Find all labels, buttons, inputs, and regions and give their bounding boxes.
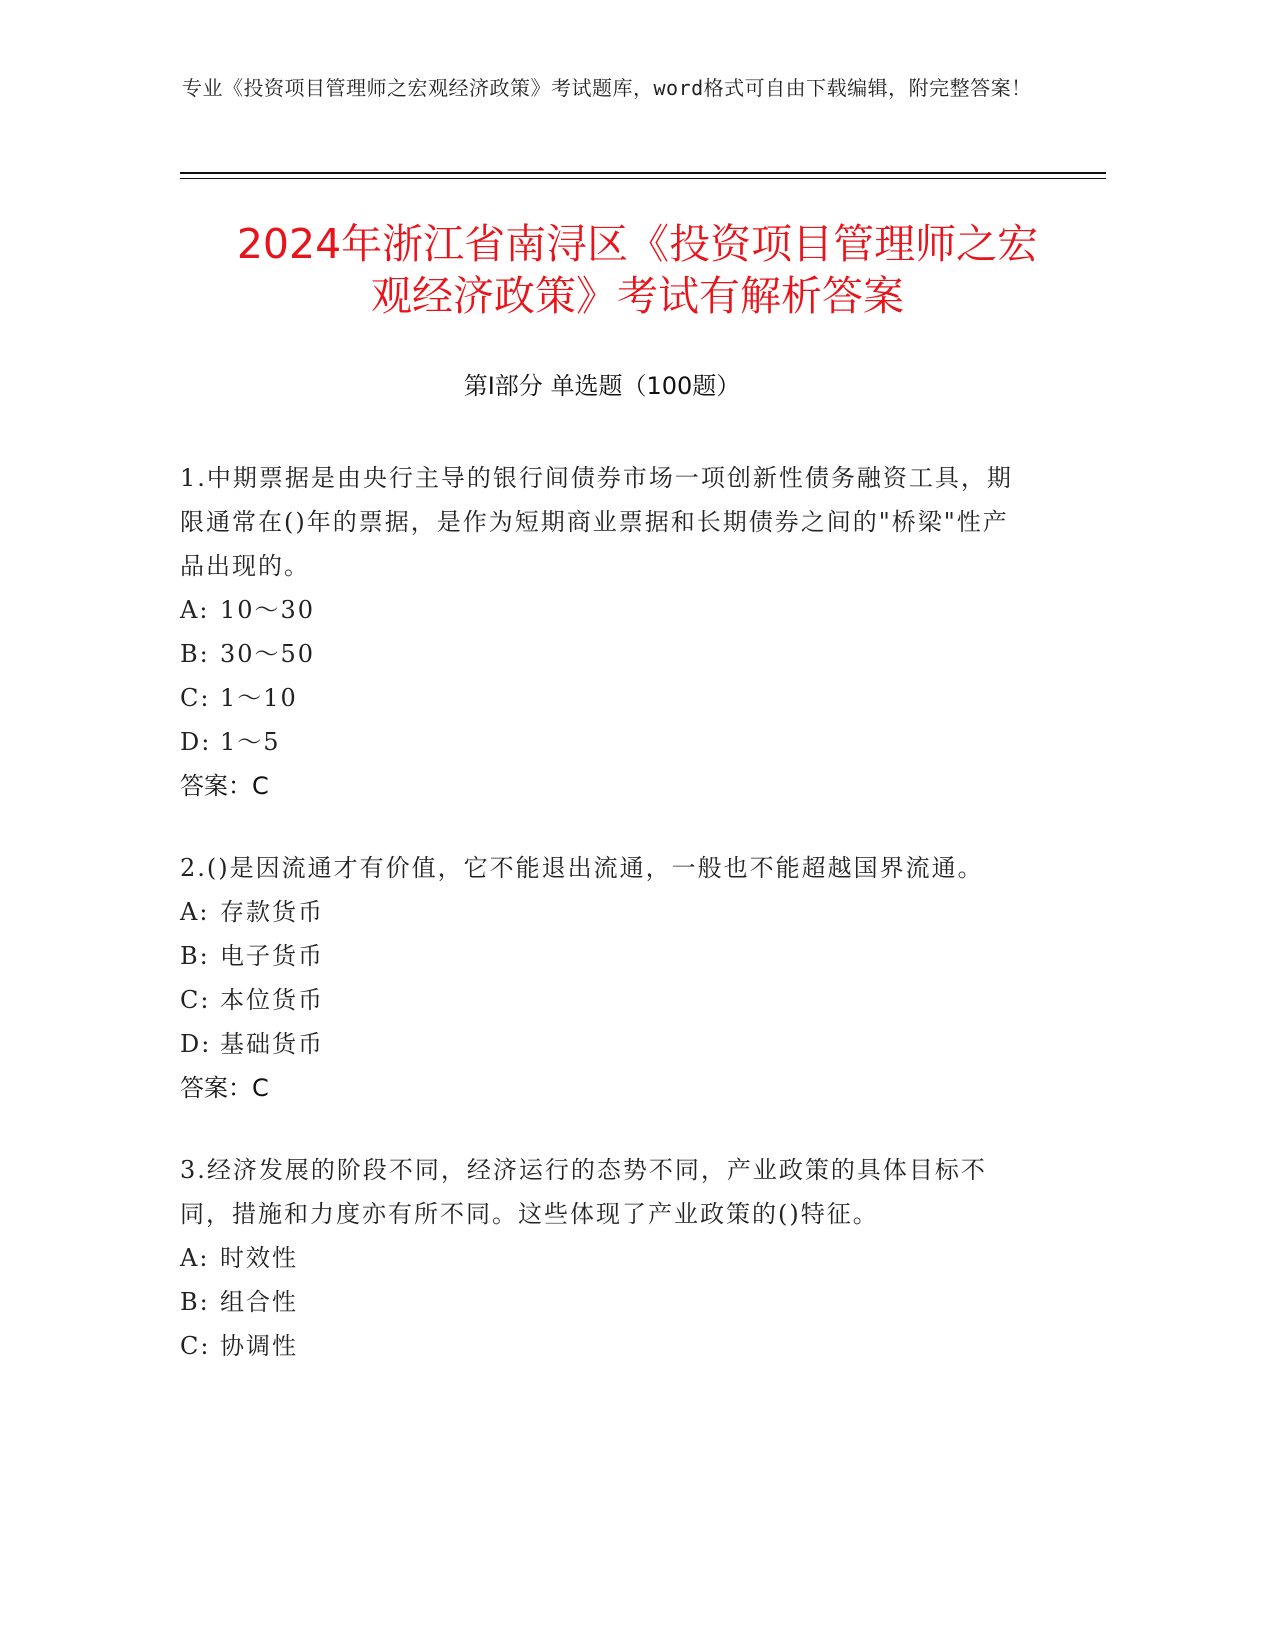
question-answer: 答案：C	[180, 1074, 269, 1102]
option-letter: B:	[180, 640, 210, 668]
header-divider-thin	[180, 178, 1106, 179]
question-item	[180, 846, 1030, 1110]
question-item	[180, 456, 1030, 808]
question-option	[180, 1280, 1030, 1324]
option-text: 电子货币	[220, 942, 324, 970]
option-text: 1～5	[220, 728, 281, 756]
option-letter: B:	[180, 942, 210, 970]
question-option	[180, 1236, 1030, 1280]
option-text: 组合性	[220, 1288, 298, 1316]
document-title-line2: 观经济政策》考试有解析答案	[371, 272, 904, 320]
option-text: 30～50	[220, 640, 316, 668]
option-letter: A:	[180, 898, 210, 926]
question-option	[180, 720, 1030, 764]
section-title: 第Ⅰ部分 单选题（100题）	[463, 372, 741, 400]
question-option	[180, 632, 1030, 676]
option-text: 本位货币	[220, 986, 324, 1014]
option-letter: D:	[180, 1030, 212, 1058]
header-divider-thick	[180, 172, 1106, 174]
question-list	[180, 456, 1030, 1406]
question-option	[180, 588, 1030, 632]
question-option	[180, 890, 1030, 934]
option-letter: C:	[180, 986, 211, 1014]
option-letter: D:	[180, 728, 212, 756]
option-letter: A:	[180, 1244, 210, 1272]
option-letter: A:	[180, 596, 210, 624]
question-item	[180, 1148, 1030, 1368]
document-title	[150, 218, 1125, 322]
option-letter: C:	[180, 684, 211, 712]
question-stem: 3.经济发展的阶段不同，经济运行的态势不同，产业政策的具体目标不同，措施和力度亦有所不同。这些体现了产业政策的()特征。	[180, 1156, 987, 1228]
question-answer: 答案：C	[180, 772, 269, 800]
option-text: 1～10	[220, 684, 298, 712]
question-option	[180, 676, 1030, 720]
option-text: 10～30	[220, 596, 316, 624]
question-option	[180, 1324, 1030, 1368]
option-letter: B:	[180, 1288, 210, 1316]
question-option	[180, 978, 1030, 1022]
question-option	[180, 934, 1030, 978]
header-note: 专业《投资项目管理师之宏观经济政策》考试题库，word格式可自由下载编辑，附完整答案！	[182, 76, 1032, 100]
question-stem: 2.()是因流通才有价值，它不能退出流通，一般也不能超越国界流通。	[180, 854, 984, 882]
option-letter: C:	[180, 1332, 211, 1360]
question-stem: 1.中期票据是由央行主导的银行间债券市场一项创新性债务融资工具，期限通常在()年的票据，是作为短期商业票据和长期债券之间的"桥梁"性产品出现的。	[180, 464, 1013, 580]
option-text: 基础货币	[220, 1030, 324, 1058]
option-text: 协调性	[220, 1332, 298, 1360]
document-title-line1: 2024年浙江省南浔区《投资项目管理师之宏	[236, 220, 1039, 268]
option-text: 存款货币	[220, 898, 324, 926]
option-text: 时效性	[220, 1244, 298, 1272]
question-option	[180, 1022, 1030, 1066]
